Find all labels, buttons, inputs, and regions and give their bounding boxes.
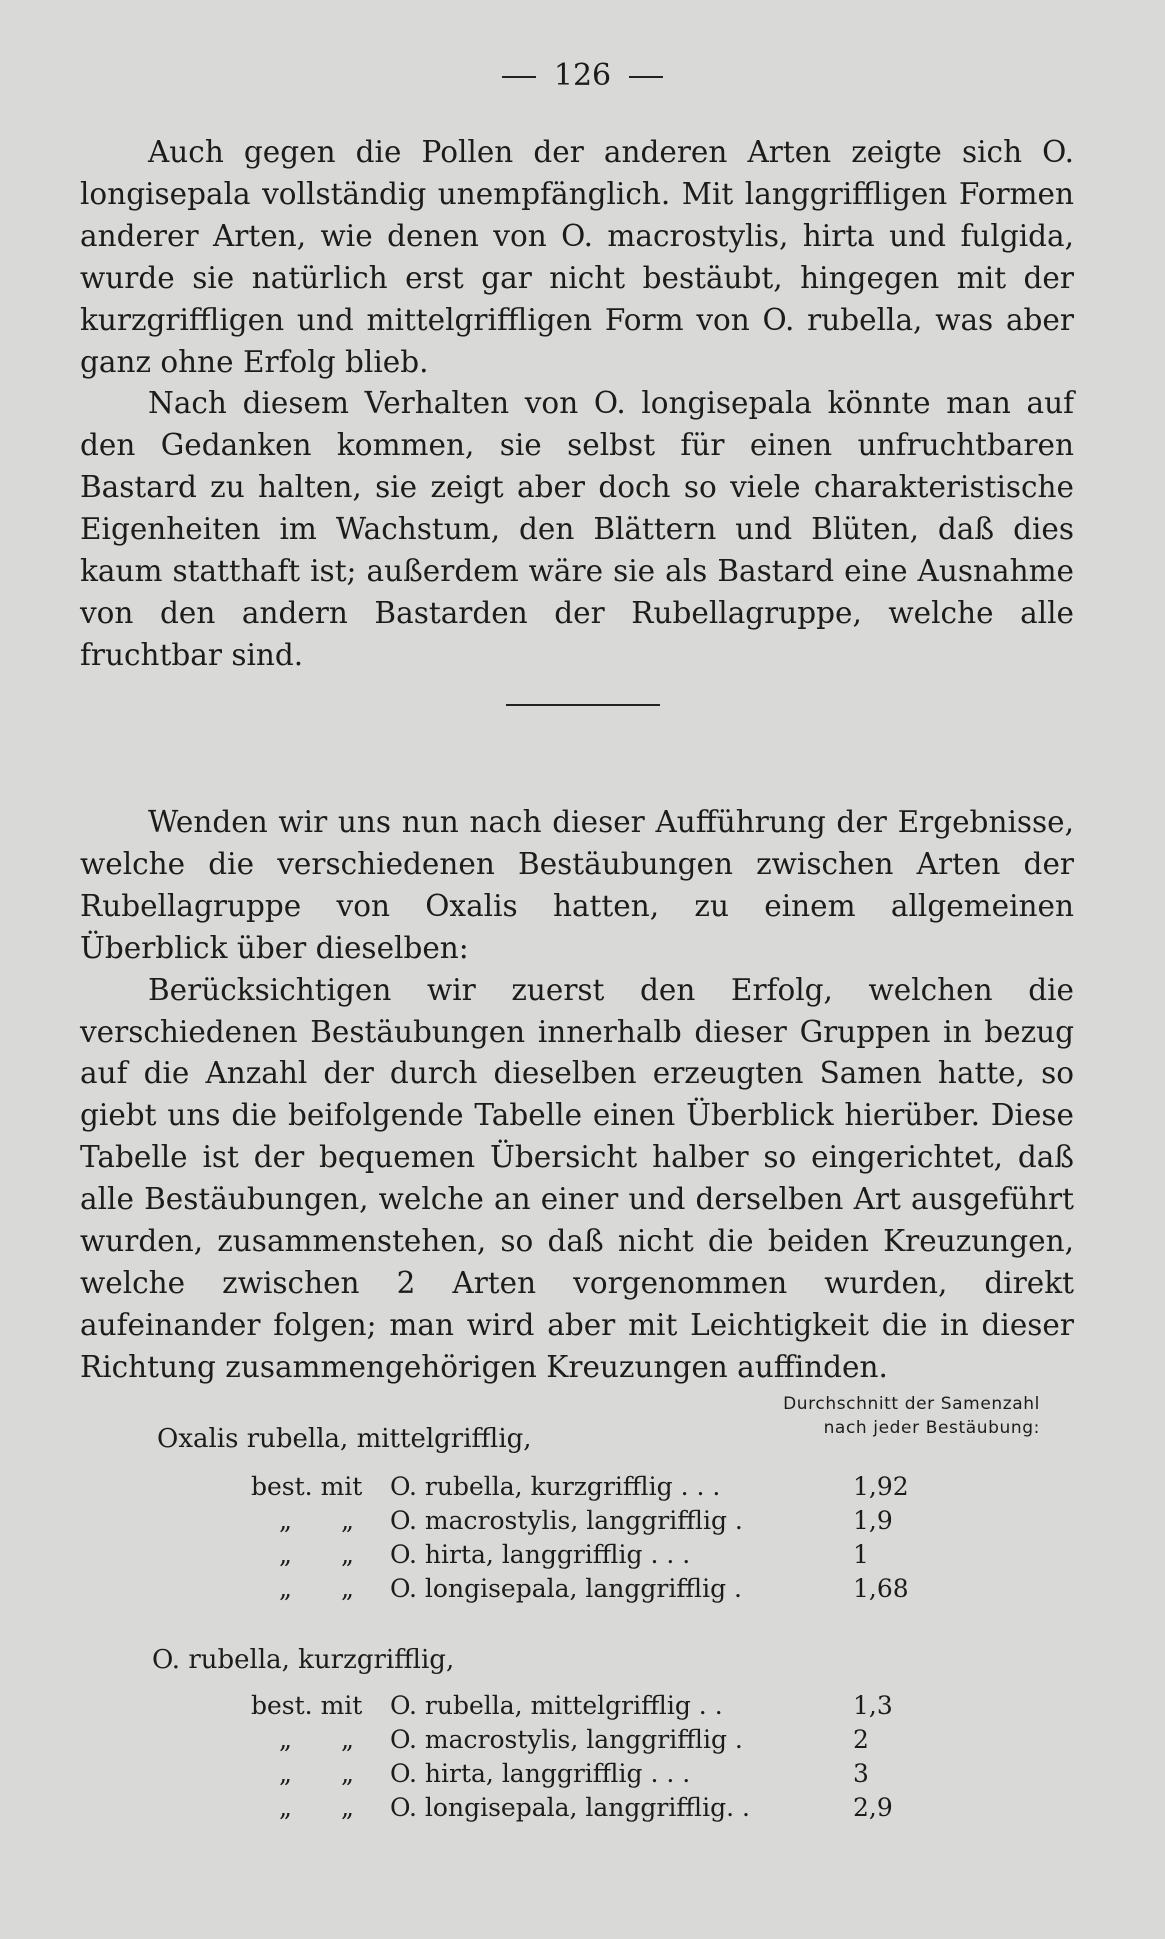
table-header [700,1392,1040,1440]
dash-right [629,76,663,78]
text-block-bottom [80,802,1074,1389]
row-value: 1,9 [853,1506,893,1535]
page-number [0,58,1165,93]
ditto-mark: „ [341,1574,354,1603]
row-species: O. rubella, mittelgrifflig . . [390,1691,723,1720]
table-header-line: Durchschnitt der Samenzahl [783,1394,1040,1414]
row-species: O. macrostylis, langgrifflig . [390,1725,743,1754]
row-species: O. rubella, kurzgrifflig . . . [390,1472,721,1501]
ditto-mark: „ [341,1759,354,1788]
group-title: Oxalis rubella, mittelgrifflig, [157,1424,532,1454]
row-prefix: best. mit [251,1691,363,1720]
dash-left [502,76,536,78]
ditto-mark: „ [341,1793,354,1822]
row-species: O. hirta, langgrifflig . . . [390,1540,691,1569]
group-title: O. rubella, kurzgrifflig, [152,1645,455,1675]
row-value: 1,92 [853,1472,909,1501]
paragraph: Wenden wir uns nun nach dieser Aufführung der Ergebnisse, welche die verschiedenen Bestäubungen zwischen Arten der Rubellagruppe von Oxalis hatten, zu einem allgemeinen Überblick über dieselben: [80,805,1074,965]
row-prefix: best. mit [251,1472,363,1501]
paragraph: Nach diesem Verhalten von O. longisepala könnte man auf den Gedanken kommen, sie selbst für einen unfruchtbaren Bastard zu halten, sie zeigt aber doch so viele charakteristische Eigenheiten im Wachstum, den Blättern und Blüten, daß dies kaum statthaft ist; außerdem wäre sie als Bastard eine Ausnahme von den andern Bastarden der Rubellagruppe, welche alle fruchtbar sind. [80,386,1074,672]
row-value: 1,68 [853,1574,909,1603]
row-value: 2,9 [853,1793,893,1822]
row-species: O. hirta, langgrifflig . . . [390,1759,691,1788]
ditto-mark: „ [279,1506,292,1535]
ditto-mark: „ [341,1540,354,1569]
row-species: O. longisepala, langgrifflig. . [390,1793,750,1822]
text-block-top [80,132,1074,677]
row-value: 1 [853,1540,869,1569]
row-species: O. longisepala, langgrifflig . [390,1574,743,1603]
section-divider [506,704,660,706]
ditto-mark: „ [341,1506,354,1535]
row-species: O. macrostylis, langgrifflig . [390,1506,743,1535]
row-value: 1,3 [853,1691,893,1720]
ditto-mark: „ [279,1725,292,1754]
ditto-mark: „ [279,1793,292,1822]
row-value: 2 [853,1725,869,1754]
page-number-text: 126 [553,58,612,93]
row-value: 3 [853,1759,869,1788]
ditto-mark: „ [279,1759,292,1788]
ditto-mark: „ [279,1574,292,1603]
ditto-mark: „ [341,1725,354,1754]
paragraph: Berücksichtigen wir zuerst den Erfolg, welchen die verschiedenen Bestäubungen innerhalb dieser Gruppen in bezug auf die Anzahl der durch dieselben erzeugten Samen hatte, so giebt uns die beifolgende Tabelle einen Überblick hierüber. Diese Tabelle ist der bequemen Übersicht halber so eingerichtet, daß alle Bestäubungen, welche an einer und derselben Art ausgeführt wurden, zusammenstehen, so daß nicht die beiden Kreuzungen, welche zwischen 2 Arten vorgenommen wurden, direkt aufeinander folgen; man wird aber mit Leichtigkeit die in dieser Richtung zusammengehörigen Kreuzungen auffinden. [80,972,1074,1384]
table-header-line: nach jeder Bestäubung: [823,1418,1040,1438]
ditto-mark: „ [279,1540,292,1569]
paragraph: Auch gegen die Pollen der anderen Arten zeigte sich O. longisepala vollständig unempfänglich. Mit langgriffligen Formen anderer Arten, wie denen von O. macrostylis, hirta und fulgida, wurde sie natürlich erst gar nicht bestäubt, hingegen mit der kurzgriffligen und mittelgriffligen Form von O. rubella, was aber ganz ohne Erfolg blieb. [80,135,1074,379]
